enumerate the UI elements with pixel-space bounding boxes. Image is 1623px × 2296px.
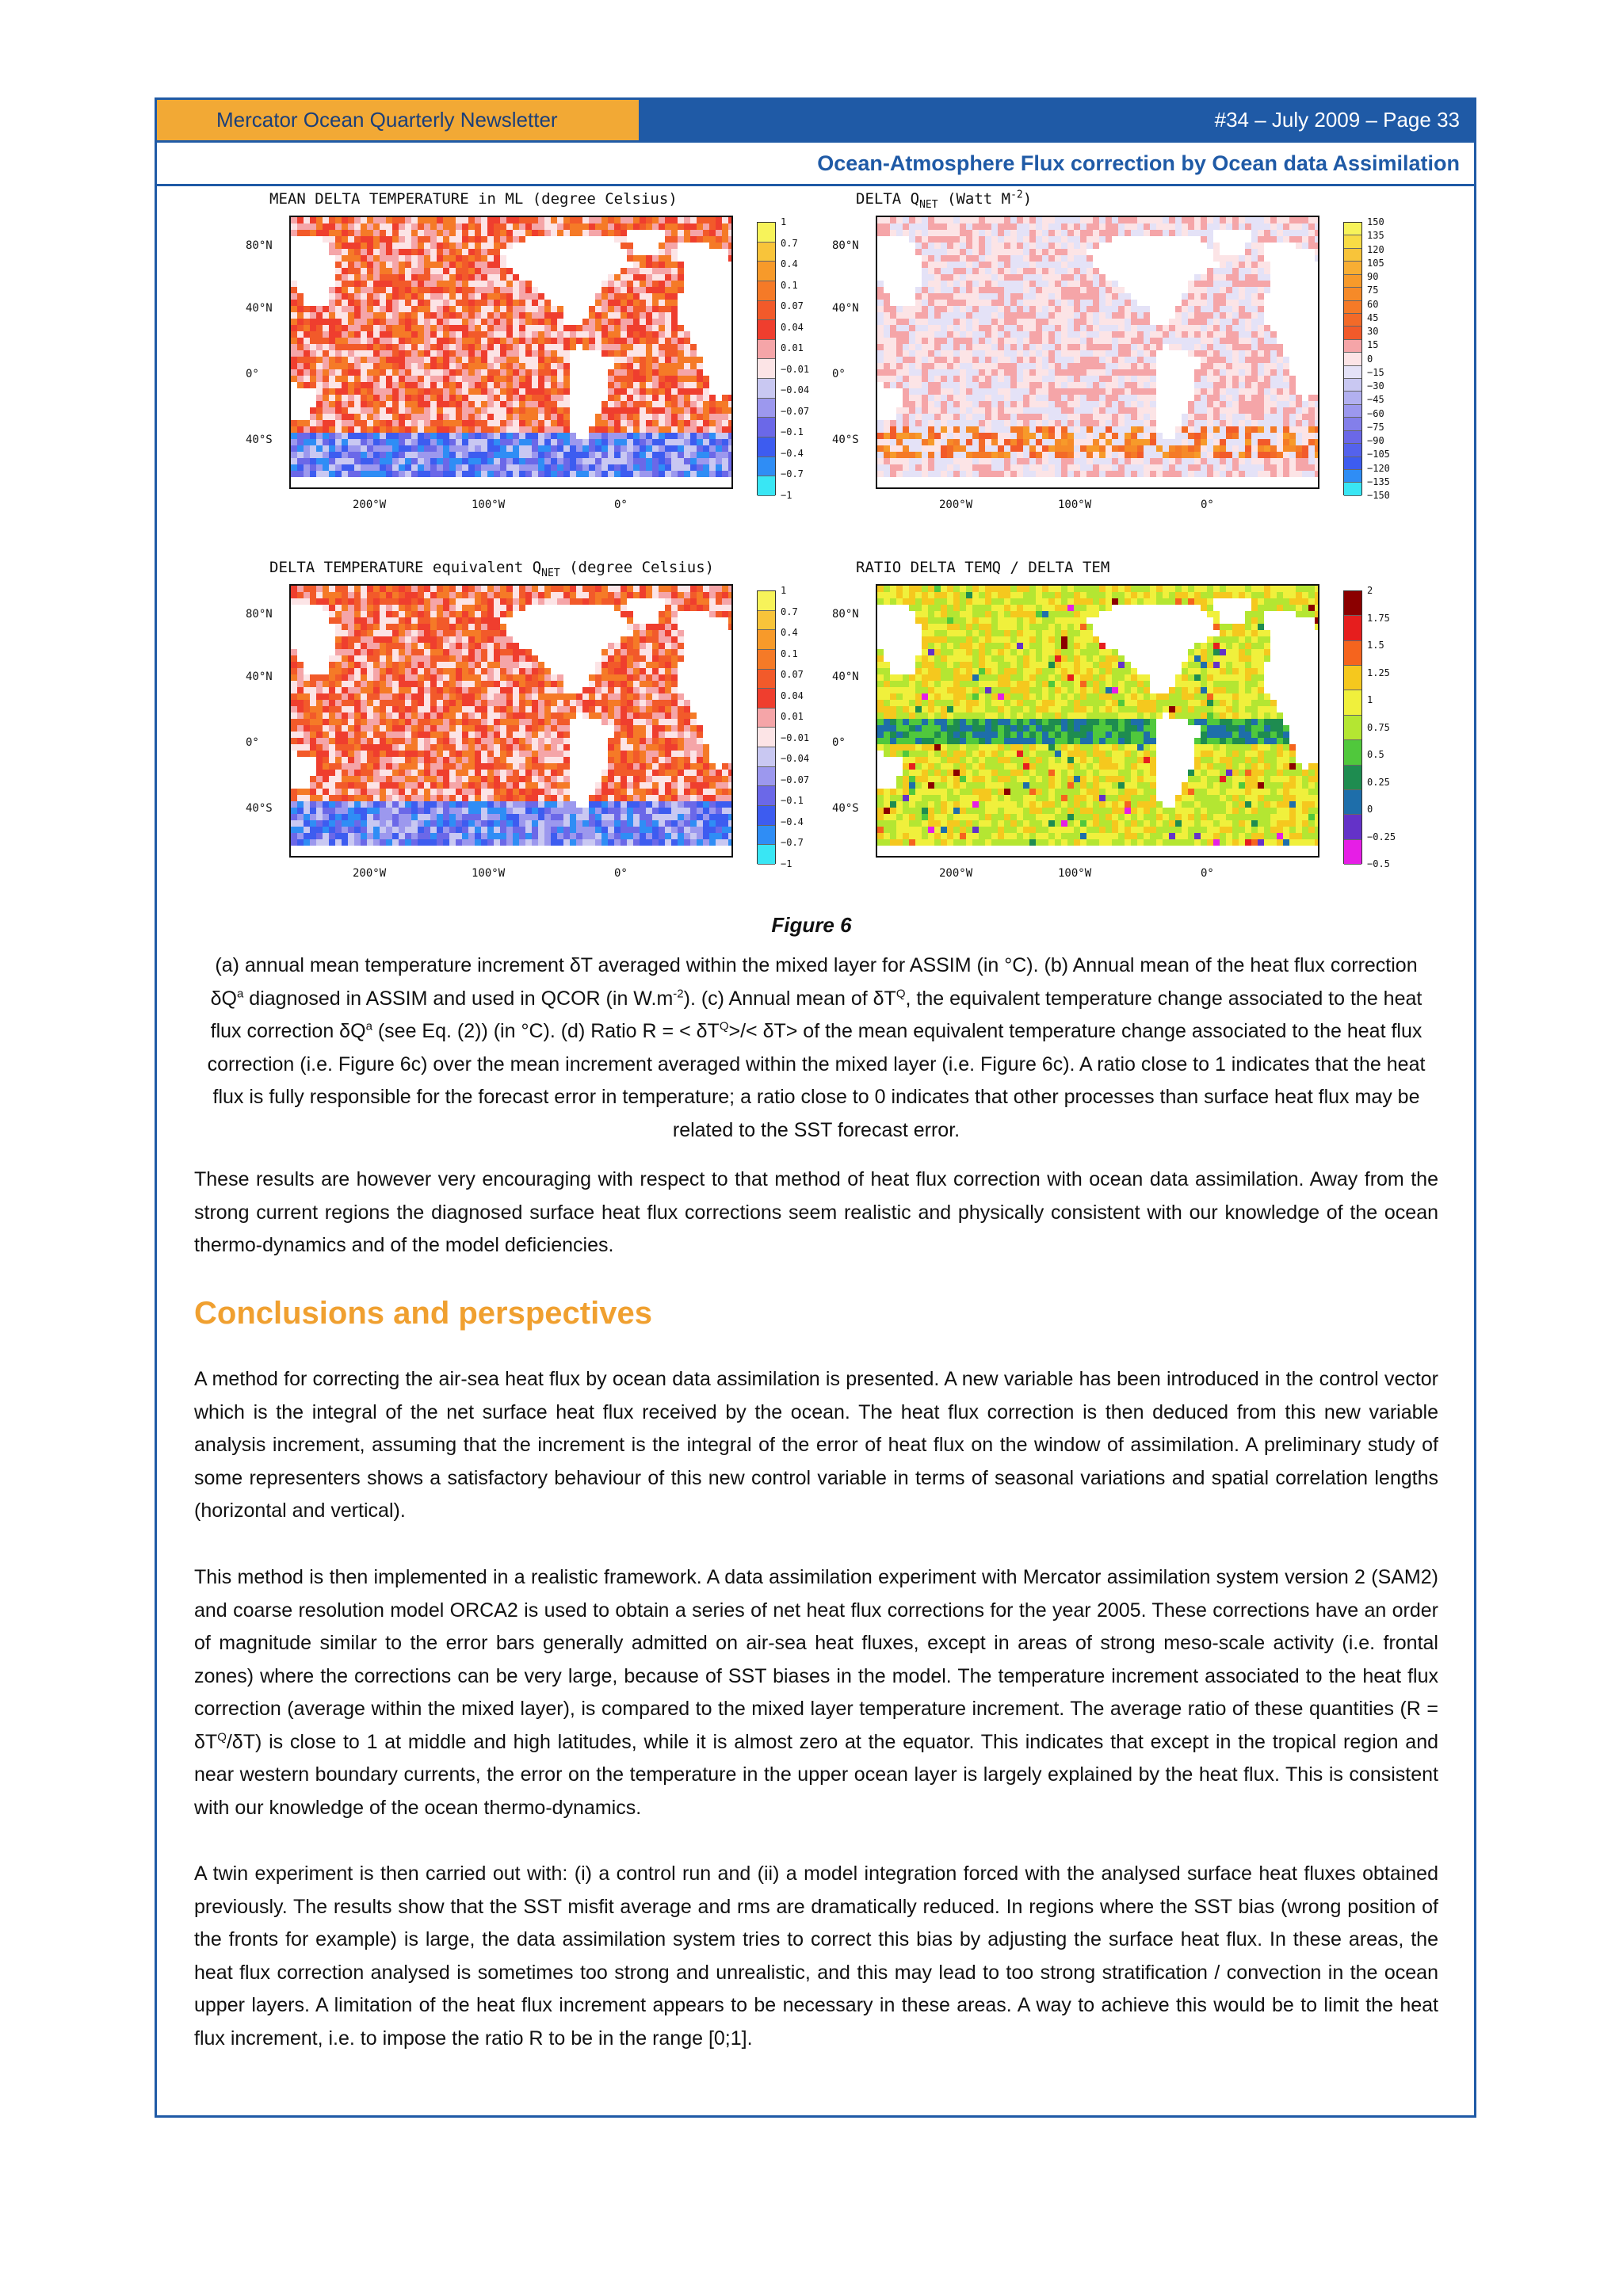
paragraph-framework: This method is then implemented in a realistic framework. A data assimilation experiment with Mercator assimilation system version 2 (SAM2) and coarse resolution model ORCA2 is used to obtain a series of net heat flux corrections for the year 2005. These corrections have an order of magnitude similar to the error bars generally admitted on air-sea heat fluxes, except in areas of strong meso-scale activity (i.e. frontal zones) where the corrections can be very large, because of SST biases in the model. The temperature increment associated to the heat flux correction (average within the mixed layer), is compared to the mixed layer temperature increment. The average ratio of these quantities $(R = \delta T^Q/\delta T)$ is close to 1 at middle and high latitudes, while it is almost zero at the equator. This indicates that except in the tropical region and near western boundary currents, the error on the temperature in the upper ocean layer is largely explained by the heat flux. This is consistent with our knowledge of the ocean thermo-dynamics.: [194, 1566, 1438, 1819]
colorbar-swatch: [1344, 366, 1361, 379]
colorbar-swatch: [1344, 418, 1361, 430]
colorbar-swatch: [1344, 790, 1361, 815]
colorbar-tick-label: −1: [781, 858, 792, 869]
colorbar-tick-label: 45: [1367, 311, 1379, 323]
colorbar-tick-label: 0.01: [781, 342, 804, 354]
colorbar-swatch: [1344, 405, 1361, 418]
colorbar-swatch: [1344, 392, 1361, 404]
colorbar-swatch: [758, 591, 775, 611]
colorbar-tick-label: −0.04: [781, 384, 810, 396]
colorbar-tick-label: 0.07: [781, 669, 804, 681]
article-title: Ocean-Atmosphere Flux correction by Ocean data Assimilation: [155, 140, 1476, 186]
latitude-label: 0°: [246, 368, 259, 380]
colorbar-swatch: [758, 806, 775, 826]
colorbar-tick-label: 0.75: [1367, 721, 1390, 733]
colorbar-swatch: [1344, 249, 1361, 262]
map-field: [877, 586, 1319, 858]
colorbar-swatch: [1344, 314, 1361, 327]
colorbar-swatch: [1344, 288, 1361, 300]
world-map: [289, 216, 733, 489]
longitude-label: 200°W: [939, 499, 973, 511]
map-panel: [234, 559, 810, 915]
colorbar-tick-label: −0.07: [781, 405, 810, 417]
colorbar-swatch: [1344, 766, 1361, 790]
colorbar-swatch: [1344, 483, 1361, 495]
colorbar-tick-label: 0.7: [781, 606, 798, 617]
colorbar-tick-label: 2: [1367, 585, 1373, 596]
colorbar-tick-label: 60: [1367, 298, 1379, 310]
colorbar-tick-label: −0.1: [781, 795, 804, 807]
figure-label: Figure 6: [771, 913, 852, 937]
colorbar-tick-label: −15: [1367, 366, 1384, 378]
colorbar-swatch: [758, 301, 775, 321]
colorbar-swatch: [1344, 223, 1361, 235]
colorbar-swatch: [758, 611, 775, 631]
colorbar-tick-label: −0.04: [781, 753, 810, 765]
colorbar-tick-label: 75: [1367, 285, 1379, 296]
panel-title: RATIO DELTA TEMQ / DELTA TEM: [856, 559, 1110, 576]
map-panel: [234, 190, 810, 547]
longitude-label: 0°: [1201, 499, 1214, 511]
colorbar-tick-label: 1: [1367, 694, 1373, 705]
colorbar-swatch: [758, 630, 775, 650]
latitude-label: 0°: [832, 736, 846, 749]
colorbar-swatch: [758, 747, 775, 767]
latitude-label: 40°S: [832, 802, 859, 815]
longitude-label: 0°: [1201, 867, 1214, 880]
colorbar-swatch: [758, 728, 775, 747]
colorbar-tick-label: −45: [1367, 394, 1384, 406]
colorbar-tick-label: −60: [1367, 407, 1384, 419]
colorbar-tick-label: −30: [1367, 380, 1384, 392]
latitude-label: 40°N: [246, 670, 273, 683]
longitude-label: 0°: [614, 499, 628, 511]
colorbar-tick-label: 0.4: [781, 258, 798, 270]
colorbar-tick-label: −0.5: [1367, 858, 1390, 869]
colorbar-swatch: [1344, 431, 1361, 444]
colorbar: [757, 590, 776, 864]
colorbar-tick-label: −0.01: [781, 732, 810, 743]
colorbar: [757, 222, 776, 495]
colorbar-tick-label: −0.1: [781, 426, 804, 438]
colorbar-swatch: [758, 379, 775, 399]
colorbar-tick-label: 30: [1367, 326, 1379, 337]
colorbar-swatch: [758, 399, 775, 418]
colorbar-tick-label: −105: [1367, 449, 1390, 460]
longitude-label: 100°W: [1058, 499, 1092, 511]
colorbar-tick-label: 0.7: [781, 237, 798, 249]
paragraph-twin-experiment: A twin experiment is then carried out with: (i) a control run and (ii) a model integration forced with the analysed surface heat fluxes obtained previously. The results show that the SST misfit average and rms are dramatically reduced. In regions where the SST bias (wrong position of the fronts for example) is large, the data assimilation system tries to correct this bias by adjusting the surface heat flux. In these areas, the heat flux correction analysed is sometimes too strong and unrealistic, and this may lead to too strong stratification / convection in the ocean upper layers. A limitation of the heat flux increment appears to be necessary in these areas. A way to achieve this would be to limit the heat flux increment, i.e. to impose the ratio R to be in the range [0;1].: [194, 1862, 1438, 2050]
latitude-label: 80°N: [246, 608, 273, 621]
latitude-label: 0°: [832, 368, 846, 380]
colorbar-tick-label: −90: [1367, 435, 1384, 446]
latitude-label: 80°N: [832, 608, 859, 621]
colorbar-swatch: [1344, 690, 1361, 715]
panel-title: MEAN DELTA TEMPERATURE in ML (degree Celsius): [269, 190, 678, 208]
colorbar-tick-label: 0.04: [781, 321, 804, 333]
colorbar: [1343, 590, 1362, 864]
latitude-label: 40°N: [832, 302, 859, 315]
colorbar-swatch: [758, 262, 775, 281]
colorbar-tick-label: 0.07: [781, 300, 804, 312]
colorbar-swatch: [758, 359, 775, 379]
world-map: [289, 584, 733, 858]
latitude-label: 80°N: [832, 239, 859, 252]
panel-title: DELTA $Q_{NET}$ (Watt $M^{-2}$): [856, 189, 1033, 211]
colorbar-tick-label: −0.07: [781, 774, 810, 785]
colorbar-tick-label: −0.25: [1367, 831, 1396, 842]
colorbar-tick-label: 15: [1367, 339, 1379, 351]
colorbar-swatch: [758, 223, 775, 243]
paragraph-method: A method for correcting the air-sea heat flux by ocean data assimilation is presented. A new variable has been introduced in the control vector which is the integral of the net surface heat flux received by the ocean. The heat flux correction is then deduced from this new variable analysis increment, assuming that the increment is the integral of the error of heat flux on the window of assimilation. A preliminary study of some representers shows a satisfactory behaviour of this new control variable in terms of seasonal variations and spatial correlation lengths (horizontal and vertical).: [194, 1368, 1438, 1522]
colorbar-swatch: [758, 709, 775, 728]
longitude-label: 200°W: [939, 867, 973, 880]
page-header: [155, 97, 1476, 140]
colorbar-tick-label: 0.04: [781, 690, 804, 701]
colorbar-tick-label: −0.4: [781, 816, 804, 827]
latitude-label: 40°N: [246, 302, 273, 315]
colorbar-swatch: [758, 281, 775, 301]
map-field: [291, 586, 733, 858]
map-panel: [820, 559, 1396, 915]
colorbar-tick-label: −0.01: [781, 363, 810, 375]
colorbar-tick-label: 1.75: [1367, 612, 1390, 624]
colorbar-tick-label: −0.7: [781, 468, 804, 480]
longitude-label: 100°W: [472, 867, 506, 880]
colorbar-tick-label: −120: [1367, 462, 1390, 474]
latitude-label: 40°N: [832, 670, 859, 683]
newsletter-name: Mercator Ocean Quarterly Newsletter: [157, 100, 639, 140]
colorbar-swatch: [758, 457, 775, 477]
map-field: [877, 217, 1319, 489]
colorbar-swatch: [1344, 815, 1361, 839]
colorbar-swatch: [1344, 716, 1361, 740]
colorbar-tick-label: 0: [1367, 804, 1373, 815]
colorbar-swatch: [1344, 353, 1361, 365]
colorbar-swatch: [758, 689, 775, 709]
colorbar-swatch: [1344, 262, 1361, 274]
longitude-label: 200°W: [353, 867, 387, 880]
colorbar-swatch: [1344, 301, 1361, 314]
latitude-label: 40°S: [246, 434, 273, 446]
section-heading: Conclusions and perspectives: [194, 1296, 652, 1331]
colorbar-tick-label: −1: [781, 490, 792, 501]
world-map: [876, 216, 1319, 489]
world-map: [876, 584, 1319, 858]
latitude-label: 40°S: [246, 802, 273, 815]
colorbar-tick-label: 1: [781, 216, 787, 227]
latitude-label: 80°N: [246, 239, 273, 252]
colorbar-swatch: [1344, 840, 1361, 865]
colorbar-tick-label: 1: [781, 585, 787, 596]
colorbar-swatch: [758, 418, 775, 437]
colorbar-swatch: [1344, 457, 1361, 470]
latitude-label: 40°S: [832, 434, 859, 446]
colorbar-tick-label: 0.1: [781, 648, 798, 659]
colorbar-swatch: [758, 476, 775, 496]
colorbar-tick-label: 105: [1367, 257, 1384, 269]
colorbar-swatch: [758, 650, 775, 670]
colorbar-swatch: [1344, 340, 1361, 353]
colorbar-tick-label: −0.4: [781, 447, 804, 459]
longitude-label: 100°W: [1058, 867, 1092, 880]
colorbar-swatch: [758, 767, 775, 787]
panel-title: DELTA TEMPERATURE equivalent $Q_{NET}$ (degree Celsius): [269, 559, 715, 579]
colorbar-tick-label: −150: [1367, 490, 1390, 501]
colorbar-tick-label: 0.01: [781, 711, 804, 723]
colorbar-swatch: [1344, 444, 1361, 457]
colorbar-swatch: [1344, 616, 1361, 640]
colorbar-tick-label: 150: [1367, 216, 1384, 227]
colorbar-swatch: [758, 670, 775, 690]
longitude-label: 200°W: [353, 499, 387, 511]
colorbar-swatch: [1344, 591, 1361, 616]
colorbar-swatch: [1344, 666, 1361, 690]
colorbar-swatch: [1344, 235, 1361, 248]
colorbar-tick-label: 0.25: [1367, 776, 1390, 788]
map-panel: [820, 190, 1391, 547]
colorbar-tick-label: 90: [1367, 271, 1379, 282]
colorbar: [1343, 222, 1362, 495]
colorbar-swatch: [1344, 379, 1361, 392]
colorbar-tick-label: 0: [1367, 353, 1373, 365]
colorbar-tick-label: 1.25: [1367, 667, 1390, 678]
issue-page-info: #34 – July 2009 – Page 33: [639, 100, 1474, 140]
colorbar-swatch: [758, 845, 775, 865]
colorbar-tick-label: 135: [1367, 230, 1384, 242]
colorbar-swatch: [1344, 470, 1361, 483]
colorbar-swatch: [1344, 740, 1361, 765]
colorbar-swatch: [1344, 327, 1361, 339]
colorbar-tick-label: 0.1: [781, 279, 798, 291]
colorbar-swatch: [758, 320, 775, 340]
colorbar-swatch: [1344, 275, 1361, 288]
figure-caption: (a) annual mean temperature increment δT averaged within the mixed layer for ASSIM (in °C). (b) Annual mean of the heat flux correction $\delta Q^a$ diagnosed in ASSIM and used in QCOR (in $W.m^{-2}$). (c) Annual mean of $\delta T^Q$, the equivalent temperature change associated to the heat flux correction $\delta Q^a$ (see Eq. (2)) (in °C). (d) Ratio R = < $\delta T^Q>/< \delta T>$ of the mean equivalent temperature change associated to the heat flux correction (i.e. Figure 6c) over the mean increment averaged within the mixed layer (i.e. Figure 6c). A ratio close to 1 indicates that the heat flux is fully responsible for the forecast error in temperature; a ratio close to 0 indicates that other processes than surface heat flux may be related to the SST forecast error.: [207, 954, 1426, 1141]
latitude-label: 0°: [246, 736, 259, 749]
colorbar-tick-label: −135: [1367, 476, 1390, 487]
longitude-label: 0°: [614, 867, 628, 880]
colorbar-swatch: [1344, 641, 1361, 666]
colorbar-tick-label: 0.5: [1367, 749, 1384, 760]
paragraph-results: These results are however very encouraging with respect to that method of heat flux correction with ocean data assimilation. Away from the strong current regions the diagnosed surface heat flux corrections seem realistic and physically consistent with our knowledge of the ocean thermo-dynamics and of the model deficiencies.: [194, 1168, 1438, 1256]
colorbar-tick-label: 0.4: [781, 627, 798, 639]
colorbar-swatch: [758, 786, 775, 806]
colorbar-swatch: [758, 243, 775, 262]
colorbar-tick-label: 120: [1367, 243, 1384, 255]
colorbar-tick-label: −0.7: [781, 837, 804, 849]
longitude-label: 100°W: [472, 499, 506, 511]
colorbar-tick-label: 1.5: [1367, 640, 1384, 651]
map-field: [291, 217, 733, 489]
colorbar-swatch: [758, 340, 775, 360]
colorbar-swatch: [758, 437, 775, 457]
colorbar-tick-label: −75: [1367, 421, 1384, 433]
colorbar-swatch: [758, 826, 775, 846]
